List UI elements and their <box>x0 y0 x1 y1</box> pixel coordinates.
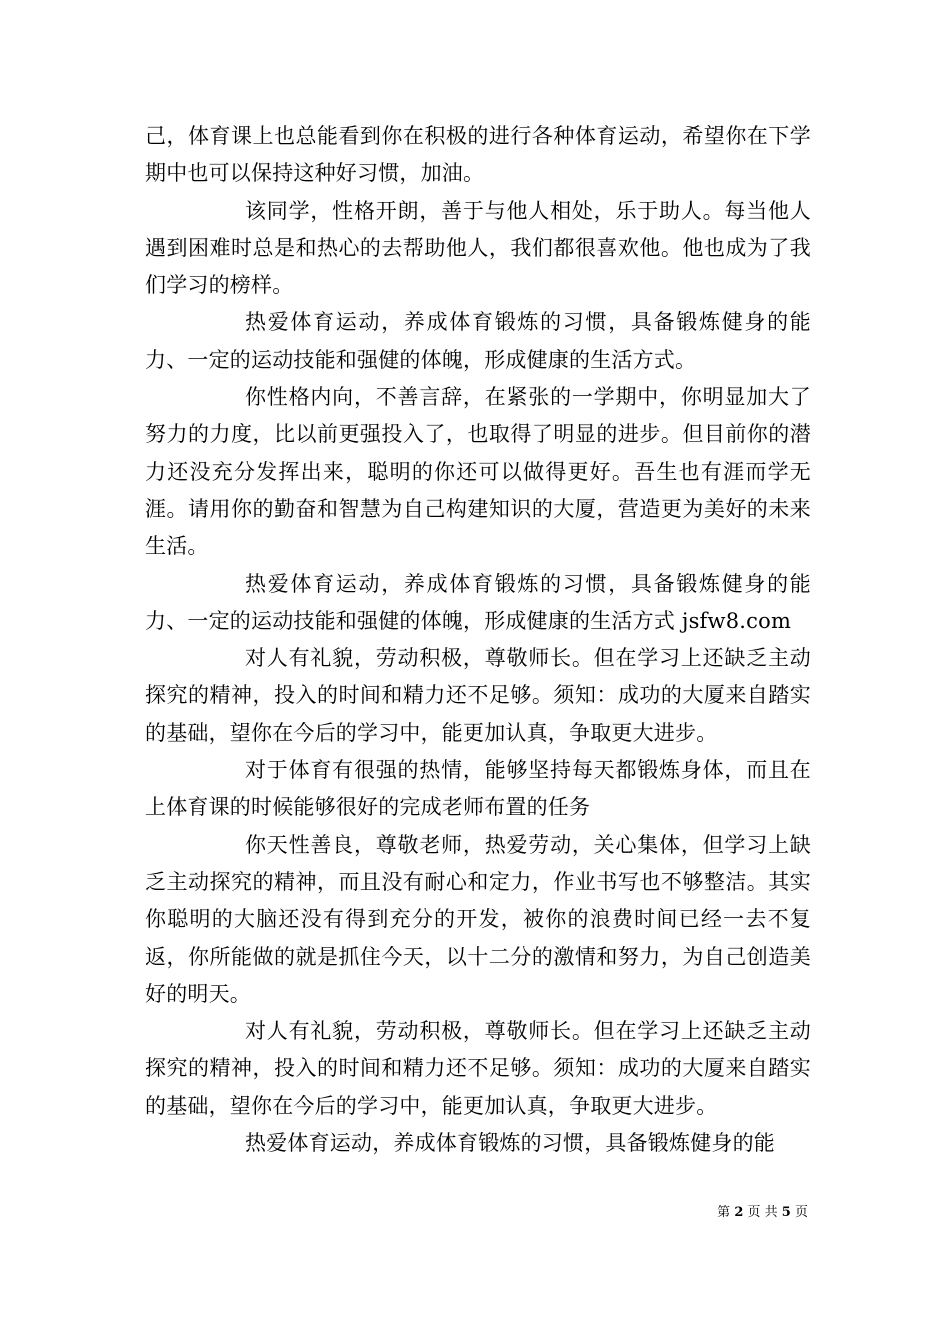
current-page-number: 2 <box>734 1205 744 1220</box>
paragraph-5: 热爱体育运动，养成体育锻炼的习惯，具备锻炼健身的能力、一定的运动技能和强健的体魄，形成健康的生活方式 jsfw8.com <box>145 571 811 633</box>
footer-prefix: 第 <box>717 1205 731 1220</box>
paragraph-10: 热爱体育运动，养成体育锻炼的习惯，具备锻炼健身的能 <box>245 1131 775 1156</box>
footer-suffix: 页 <box>794 1205 808 1220</box>
paragraph-8: 你天性善良，尊敬老师，热爱劳动，关心集体，但学习上缺乏主动探究的精神，而且没有耐心和定力，作业书写也不够整洁。其实你聪明的大脑还没有得到充分的开发，被你的浪费时间已经一去不复返，你所能做的就是抓住今天，以十二分的激情和努力，为自己创造美好的明天。 <box>145 832 811 1006</box>
paragraph-7: 对于体育有很强的热情，能够坚持每天都锻炼身体，而且在上体育课的时候能够很好的完成老师布置的任务 <box>145 758 811 820</box>
footer-middle: 页 共 <box>747 1205 778 1220</box>
document-body <box>145 118 811 1162</box>
paragraph-6: 对人有礼貌，劳动积极，尊敬师长。但在学习上还缺乏主动探究的精神，投入的时间和精力还不足够。须知：成功的大厦来自踏实的基础，望你在今后的学习中，能更加认真，争取更大进步。 <box>145 646 811 745</box>
paragraph-4: 你性格内向，不善言辞，在紧张的一学期中，你明显加大了努力的力度，比以前更强投入了，也取得了明显的进步。但目前你的潜力还没充分发挥出来，聪明的你还可以做得更好。吾生也有涯而学无涯。请用你的勤奋和智慧为自己构建知识的大厦，营造更为美好的未来生活。 <box>145 385 811 559</box>
paragraph-3: 热爱体育运动，养成体育锻炼的习惯，具备锻炼健身的能力、一定的运动技能和强健的体魄，形成健康的生活方式。 <box>145 310 811 372</box>
total-page-number: 5 <box>781 1205 791 1220</box>
paragraph-2: 该同学，性格开朗，善于与他人相处，乐于助人。每当他人遇到困难时总是和热心的去帮助他人，我们都很喜欢他。他也成为了我们学习的榜样。 <box>145 198 811 298</box>
page-footer <box>0 1204 808 1222</box>
paragraph-9: 对人有礼貌，劳动积极，尊敬师长。但在学习上还缺乏主动探究的精神，投入的时间和精力还不足够。须知：成功的大厦来自踏实的基础，望你在今后的学习中，能更加认真，争取更大进步。 <box>145 1019 811 1118</box>
paragraph-1: 己，体育课上也总能看到你在积极的进行各种体育运动，希望你在下学期中也可以保持这种好习惯，加油。 <box>145 124 811 186</box>
